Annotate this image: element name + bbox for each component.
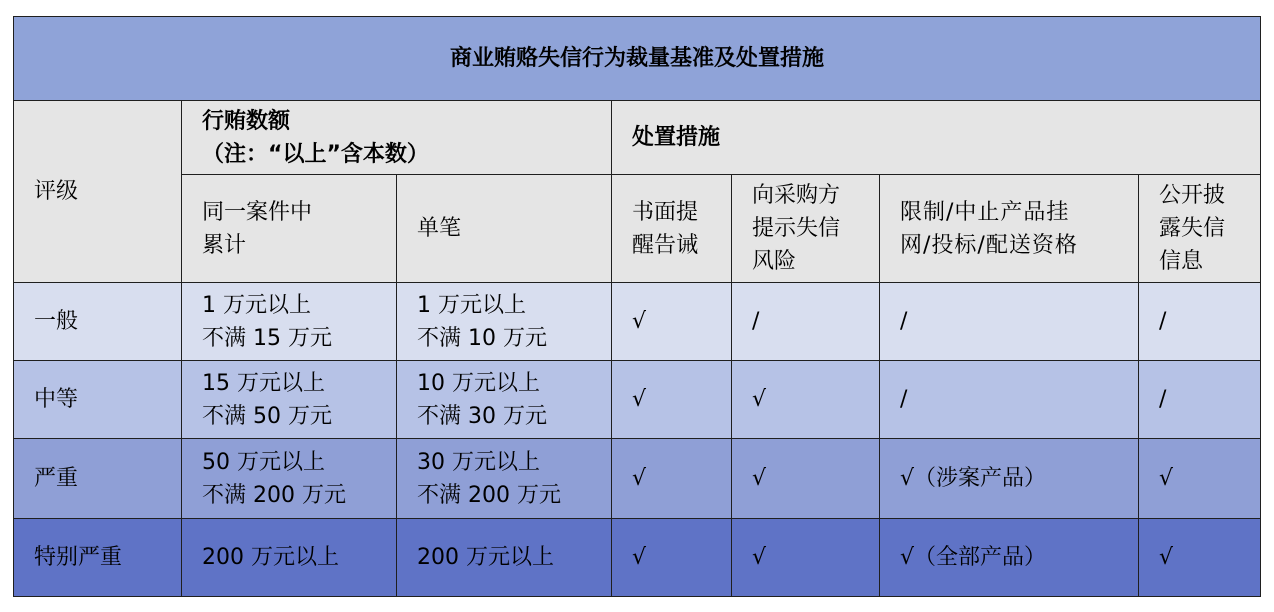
header-restrict: 限制/中止产品挂 网/投标/配送资格 xyxy=(880,175,1139,283)
cell-written-reminder: √ xyxy=(612,283,732,361)
cell-written-reminder: √ xyxy=(612,519,732,597)
cell-disclose: / xyxy=(1139,283,1261,361)
header-written-reminder: 书面提 醒告诫 xyxy=(612,175,732,283)
cell-single: 10 万元以上 不满 30 万元 xyxy=(397,361,612,439)
cell-cumulative: 1 万元以上 不满 15 万元 xyxy=(182,283,397,361)
table-row-very-serious xyxy=(14,519,1261,597)
cell-restrict: / xyxy=(880,361,1139,439)
cell-warn-purchaser: √ xyxy=(732,519,880,597)
title-row xyxy=(14,17,1261,101)
header-row-2 xyxy=(14,175,1261,283)
cell-disclose: √ xyxy=(1139,519,1261,597)
cell-rating: 一般 xyxy=(14,283,182,361)
cell-rating: 严重 xyxy=(14,439,182,519)
cell-disclose: / xyxy=(1139,361,1261,439)
cell-rating: 特别严重 xyxy=(14,519,182,597)
cell-single: 200 万元以上 xyxy=(397,519,612,597)
cell-warn-purchaser: √ xyxy=(732,439,880,519)
cell-warn-purchaser: / xyxy=(732,283,880,361)
header-disclose: 公开披 露失信 信息 xyxy=(1139,175,1261,283)
table-row-serious xyxy=(14,439,1261,519)
header-single: 单笔 xyxy=(397,175,612,283)
cell-warn-purchaser: √ xyxy=(732,361,880,439)
header-rating: 评级 xyxy=(14,101,182,283)
cell-single: 30 万元以上 不满 200 万元 xyxy=(397,439,612,519)
table-title: 商业贿赂失信行为裁量基准及处置措施 xyxy=(14,17,1261,101)
header-bribe-amount: 行贿数额 （注：“以上”含本数） xyxy=(182,101,612,175)
cell-cumulative: 200 万元以上 xyxy=(182,519,397,597)
table-row-general xyxy=(14,283,1261,361)
header-cumulative: 同一案件中 累计 xyxy=(182,175,397,283)
cell-disclose: √ xyxy=(1139,439,1261,519)
header-warn-purchaser: 向采购方 提示失信 风险 xyxy=(732,175,880,283)
cell-single: 1 万元以上 不满 10 万元 xyxy=(397,283,612,361)
header-measures: 处置措施 xyxy=(612,101,1261,175)
table-row-medium xyxy=(14,361,1261,439)
cell-restrict: √（全部产品） xyxy=(880,519,1139,597)
header-row-1 xyxy=(14,101,1261,175)
discretion-standards-table xyxy=(13,16,1261,597)
cell-restrict: / xyxy=(880,283,1139,361)
cell-cumulative: 15 万元以上 不满 50 万元 xyxy=(182,361,397,439)
cell-cumulative: 50 万元以上 不满 200 万元 xyxy=(182,439,397,519)
cell-written-reminder: √ xyxy=(612,361,732,439)
cell-restrict: √（涉案产品） xyxy=(880,439,1139,519)
cell-written-reminder: √ xyxy=(612,439,732,519)
cell-rating: 中等 xyxy=(14,361,182,439)
